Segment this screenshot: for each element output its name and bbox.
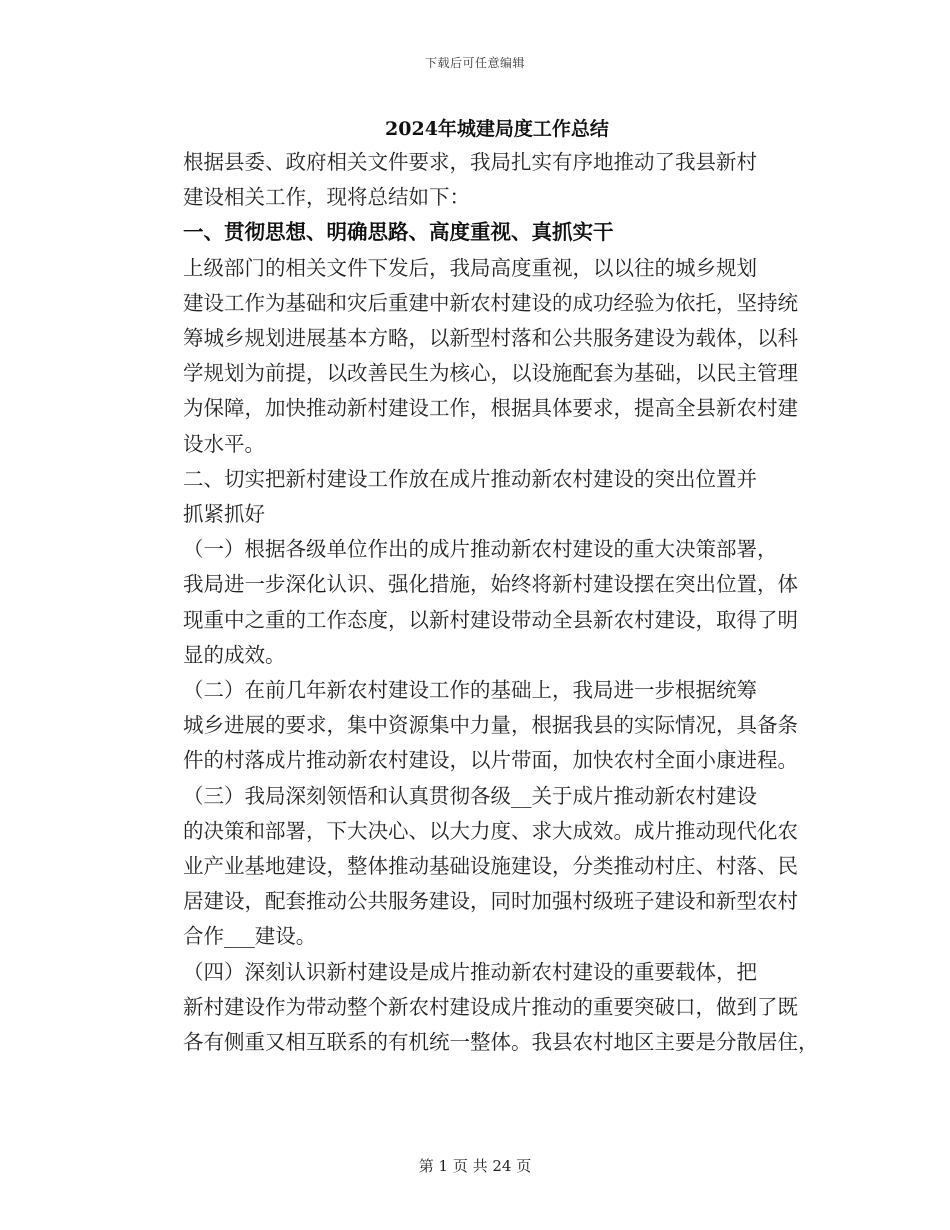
text-line: 学规划为前提，以改善民生为核心，以设施配套为基础，以民主管理 bbox=[183, 361, 798, 386]
text-line: 为保障，加快推动新村建设工作，根据具体要求，提高全县新农村建 bbox=[183, 396, 798, 421]
text-line: 合作___建设。 bbox=[183, 924, 317, 949]
document-body bbox=[142, 145, 819, 1060]
text-line: （二）在前几年新农村建设工作的基础上，我局进一步根据统筹 bbox=[183, 678, 757, 703]
body-paragraph bbox=[142, 779, 810, 955]
document-title: 2024年城建局度工作总结 bbox=[385, 118, 609, 140]
text-line: 新村建设作为带动整个新农村建设成片推动的重要突破口，做到了既 bbox=[183, 994, 798, 1019]
text-line: 现重中之重的工作态度，以新村建设带动全县新农村建设，取得了明 bbox=[183, 607, 798, 632]
text-line: 件的村落成片推动新农村建设，以片带面，加快农村全面小康进程。 bbox=[183, 748, 798, 773]
text-line: 我局进一步深化认识、强化措施，始终将新村建设摆在突出位置，体 bbox=[183, 572, 798, 597]
body-paragraph bbox=[142, 251, 810, 462]
intro-paragraph bbox=[142, 145, 810, 215]
section-paragraph bbox=[142, 462, 810, 532]
text-line: 二、切实把新村建设工作放在成片推动新农村建设的突出位置并 bbox=[183, 466, 757, 491]
section-heading bbox=[142, 215, 810, 250]
text-line: 显的成效。 bbox=[183, 642, 286, 667]
text-line: 各有侧重又相互联系的有机统一整体。我县农村地区主要是分散居住， bbox=[183, 1030, 819, 1055]
heading-line: 一、贯彻思想、明确思路、高度重视、真抓实干 bbox=[183, 220, 614, 245]
text-line: 上级部门的相关文件下发后，我局高度重视，以以往的城乡规划 bbox=[183, 255, 757, 280]
text-line: 业产业基地建设，整体推动基础设施建设，分类推动村庄、村落、民 bbox=[183, 854, 798, 879]
text-line: （三）我局深刻领悟和认真贯彻各级__关于成片推动新农村建设 bbox=[183, 783, 757, 808]
text-line: 筹城乡规划进展基本方略，以新型村落和公共服务建设为载体，以科 bbox=[183, 326, 798, 351]
text-line: 的决策和部署，下大决心、以大力度、求大成效。成片推动现代化农 bbox=[183, 818, 798, 843]
text-line: （四）深刻认识新村建设是成片推动新农村建设的重要载体，把 bbox=[183, 959, 757, 984]
text-line: 设水平。 bbox=[183, 431, 265, 456]
text-line: 根据县委、政府相关文件要求，我局扎实有序地推动了我县新村 bbox=[183, 150, 757, 174]
body-paragraph bbox=[142, 532, 810, 673]
text-line: 抓紧抓好 bbox=[183, 502, 265, 527]
text-line: 建设工作为基础和灾后重建中新农村建设的成功经验为依托，坚持统 bbox=[183, 290, 798, 315]
text-line: 城乡进展的要求，集中资源集中力量，根据我县的实际情况，具备条 bbox=[183, 713, 798, 738]
text-line: （一）根据各级单位作出的成片推动新农村建设的重大决策部署， bbox=[183, 537, 778, 562]
body-paragraph bbox=[142, 673, 810, 779]
body-paragraph bbox=[142, 955, 819, 1061]
page-number-footer: 第 1 页 共 24 页 bbox=[418, 1157, 532, 1175]
header-note: 下载后可任意编辑 bbox=[424, 56, 525, 70]
text-line: 建设相关工作，现将总结如下： bbox=[183, 185, 470, 210]
text-line: 居建设，配套推动公共服务建设，同时加强村级班子建设和新型农村 bbox=[183, 889, 798, 914]
